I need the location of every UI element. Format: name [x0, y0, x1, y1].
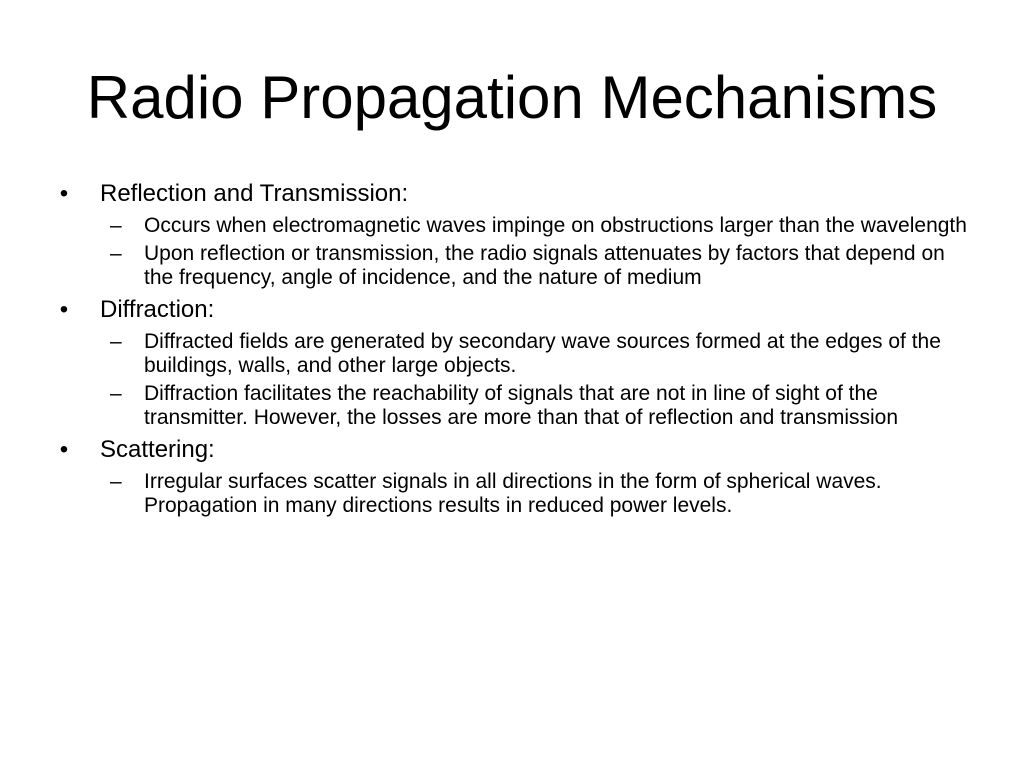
sub-marker: –	[110, 382, 122, 405]
bullet-marker: •	[59, 436, 69, 463]
bullet-scattering	[56, 436, 976, 518]
bullet-diffraction	[56, 296, 976, 430]
bullet-text: Diffraction:	[100, 296, 215, 323]
bullet-text: Reflection and Transmission:	[100, 180, 409, 207]
sub-text: Upon reflection or transmission, the radio signals attenuates by factors that depend on the frequency, angle of incidence, and the nature of medium	[144, 242, 945, 289]
sub-list	[100, 214, 976, 290]
sub-list	[100, 330, 976, 430]
bullet-reflection	[56, 180, 976, 290]
sub-text: Diffraction facilitates the reachability of signals that are not in line of sight of the transmitter. However, the losses are more than that of reflection and transmission	[144, 382, 899, 429]
bullet-text: Scattering:	[100, 436, 215, 463]
slide-title: Radio Propagation Mechanisms	[86, 64, 938, 131]
bullet-marker: •	[59, 296, 69, 323]
sub-text: Diffracted fields are generated by secondary wave sources formed at the edges of the buildings, walls, and other large objects.	[144, 330, 941, 377]
sub-item	[100, 330, 976, 378]
sub-marker: –	[110, 330, 122, 353]
bullet-marker: •	[59, 180, 69, 207]
sub-item	[100, 382, 976, 430]
sub-item	[100, 470, 976, 518]
bullet-list	[56, 180, 976, 518]
sub-item	[100, 214, 976, 238]
sub-text: Irregular surfaces scatter signals in all directions in the form of spherical waves. Propagation in many directions results in reduced power levels.	[144, 470, 882, 517]
sub-list	[100, 470, 976, 518]
sub-text: Occurs when electromagnetic waves impinge on obstructions larger than the wavelength	[144, 214, 967, 237]
sub-marker: –	[110, 242, 122, 265]
sub-marker: –	[110, 470, 122, 493]
sub-item	[100, 242, 976, 290]
sub-marker: –	[110, 214, 122, 237]
